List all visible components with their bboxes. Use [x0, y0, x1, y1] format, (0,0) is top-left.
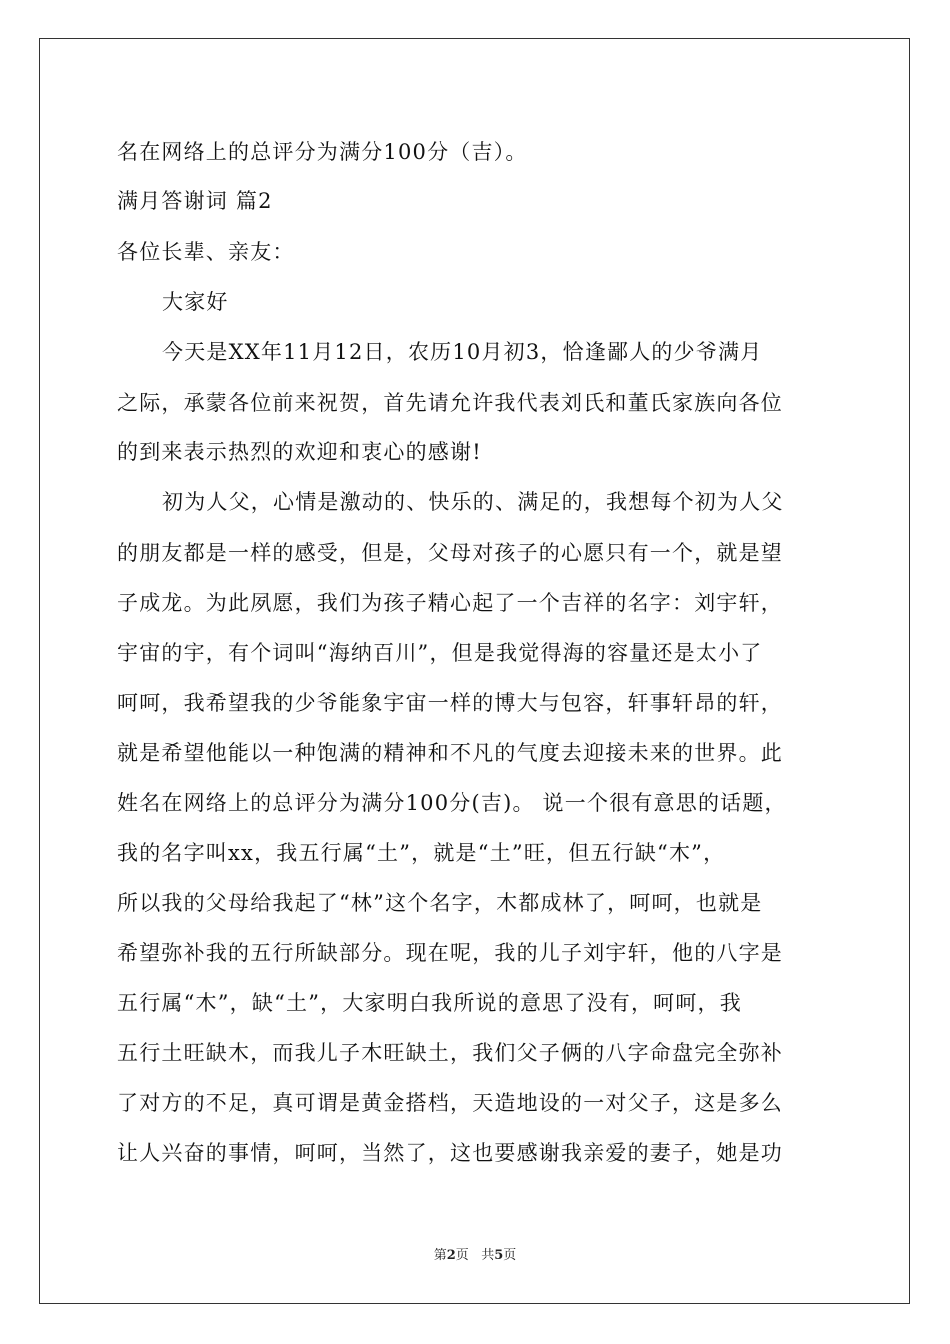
paragraph-line: 初为人父，心情是激动的、快乐的、满足的，我想每个初为人父	[162, 490, 784, 514]
page-number-footer	[0, 1247, 950, 1265]
current-page-number: 2	[446, 1248, 456, 1263]
section-heading: 满月答谢词 篇2	[117, 189, 273, 213]
paragraph-line: 希望弥补我的五行所缺部分。现在呢，我的儿子刘宇轩，他的八字是	[117, 941, 783, 965]
paragraph-line: 五行土旺缺木，而我儿子木旺缺土，我们父子俩的八字命盘完全弥补	[117, 1041, 783, 1065]
total-suffix: 页	[503, 1248, 517, 1263]
paragraph-line: 五行属“木”，缺“土”，大家明白我所说的意思了没有，呵呵，我	[117, 991, 742, 1015]
paragraph-line: 所以我的父母给我起了“林”这个名字，木都成林了，呵呵，也就是	[117, 891, 763, 915]
text-line: 名在网络上的总评分为满分100分（吉）。	[117, 140, 528, 164]
paragraph-line: 的到来表示热烈的欢迎和衷心的感谢!	[117, 440, 482, 464]
paragraph-line: 让人兴奋的事情，呵呵，当然了，这也要感谢我亲爱的妻子，她是功	[117, 1141, 783, 1165]
paragraph-line: 我的名字叫xx，我五行属“土”，就是“土”旺，但五行缺“木”，	[117, 841, 726, 865]
total-pages-number: 5	[494, 1248, 504, 1263]
paragraph-line: 子成龙。为此夙愿，我们为孩子精心起了一个吉祥的名字：刘宇轩，	[117, 591, 783, 615]
page-suffix: 页	[455, 1248, 469, 1263]
paragraph-line: 之际，承蒙各位前来祝贺，首先请允许我代表刘氏和董氏家族向各位	[117, 391, 783, 415]
paragraph-line: 了对方的不足，真可谓是黄金搭档，天造地设的一对父子，这是多么	[117, 1091, 783, 1115]
paragraph-line: 姓名在网络上的总评分为满分100分(吉)。 说一个很有意思的话题，	[117, 791, 787, 815]
paragraph-line: 的朋友都是一样的感受，但是，父母对孩子的心愿只有一个，就是望	[117, 541, 783, 565]
salutation: 各位长辈、亲友：	[117, 240, 295, 264]
paragraph-line: 呵呵，我希望我的少爷能象宇宙一样的博大与包容，轩事轩昂的轩，	[117, 691, 783, 715]
paragraph-line: 今天是XX年11月12日，农历10月初3，恰逢鄙人的少爷满月	[162, 340, 763, 364]
paragraph-line: 宇宙的宇，有个词叫“海纳百川”，但是我觉得海的容量还是太小了	[117, 641, 763, 665]
total-prefix: 共	[481, 1248, 495, 1263]
paragraph-line: 就是希望他能以一种饱满的精神和不凡的气度去迎接未来的世界。此	[117, 741, 783, 765]
page-prefix: 第	[433, 1248, 447, 1263]
greeting: 大家好	[162, 290, 229, 314]
